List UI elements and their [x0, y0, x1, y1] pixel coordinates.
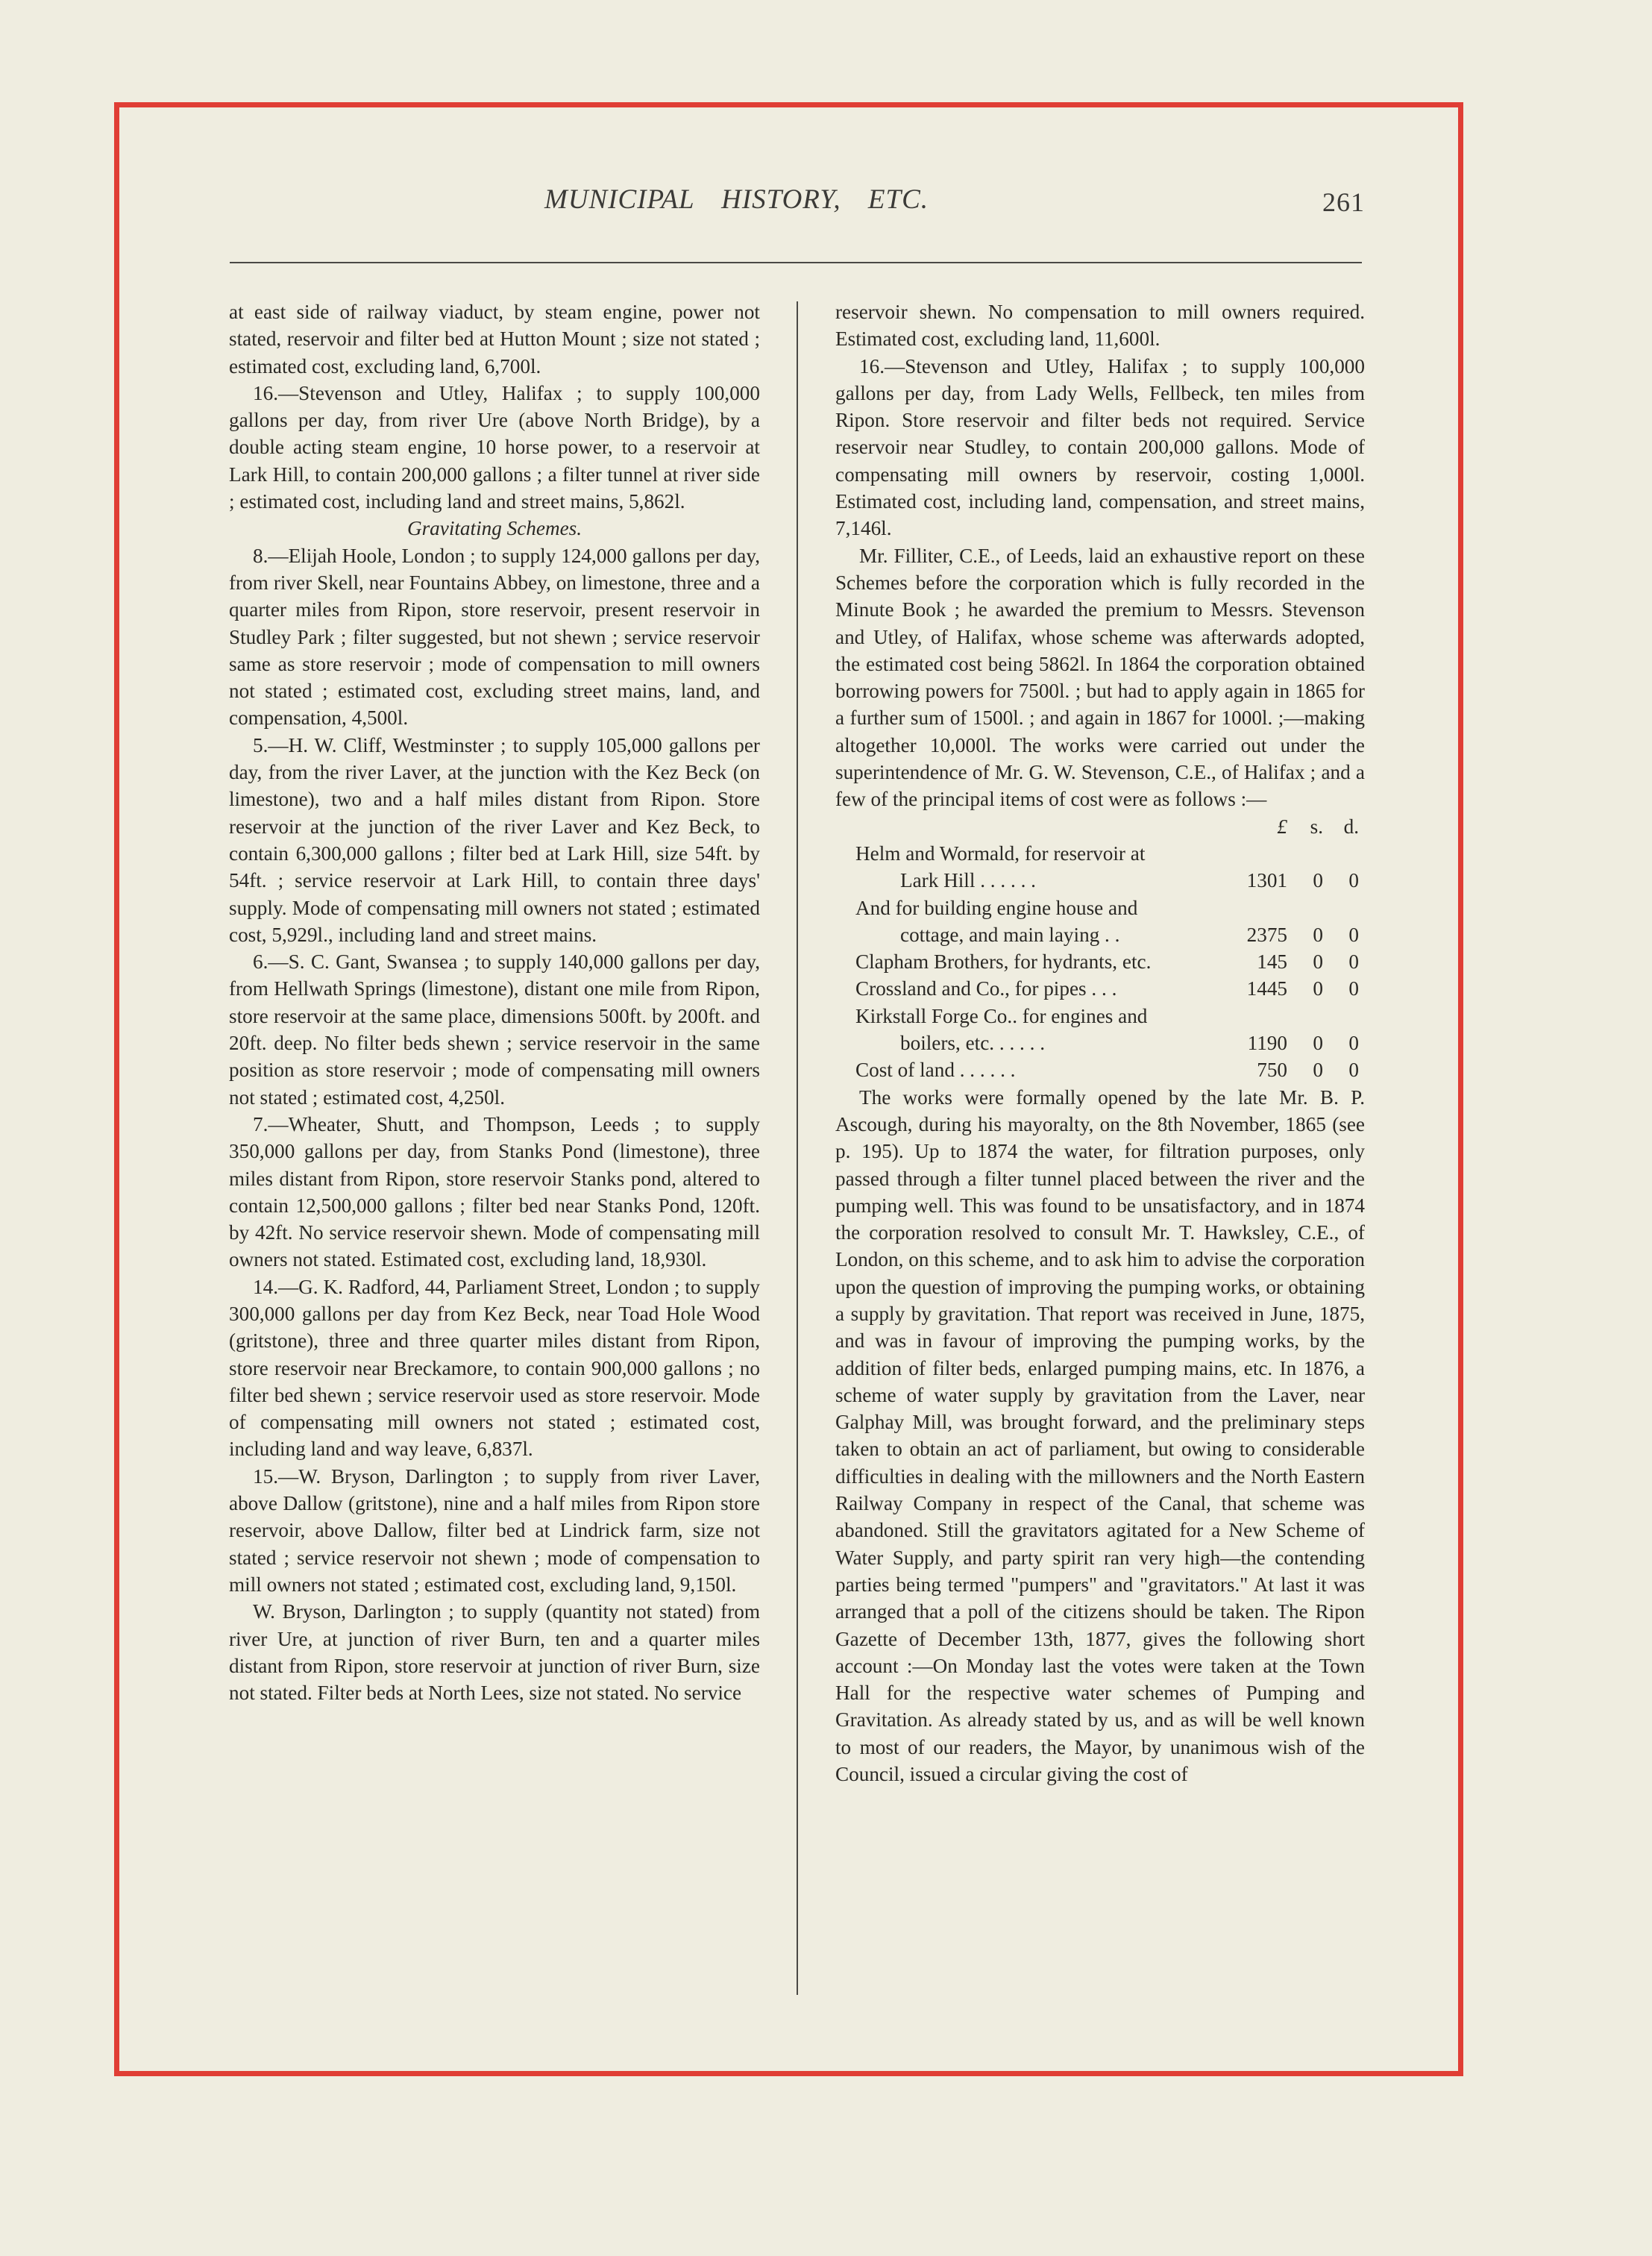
cost-row	[835, 948, 1365, 975]
cost-pence: 0	[1348, 950, 1359, 974]
column-divider	[797, 301, 798, 1995]
cost-row	[835, 840, 1365, 867]
cost-row	[835, 975, 1365, 1002]
cost-pence: 0	[1348, 1032, 1359, 1055]
paragraph: 6.—S. C. Gant, Swansea ; to supply 140,000 gallons per day, from Hellwath Springs (limestone), distant one mile from Ripon, store reservoir at the same place, dimensions 500ft. by 200ft. and 20ft. deep. No filter beds shewn ; service reservoir in the same position as store reservoir ; mode of compensating mill owners not stated ; estimated cost, 4,250l.	[229, 950, 760, 1109]
paragraph: 15.—W. Bryson, Darlington ; to supply from river Laver, above Dallow (gritstone), nine and a half miles from Ripon store reservoir, above Dallow, filter bed at Lindrick farm, size not stated ; service reservoir not shewn ; mode of compensation to mill owners not stated ; estimated cost, excluding land, 9,150l.	[229, 1464, 760, 1596]
paragraph: The works were formally opened by the late Mr. B. P. Ascough, during his mayoralty, on the 8th November, 1865 (see p. 195). Up to 1874 the water, for filtration purposes, only passed through a filter tunnel placed between the river and the pumping well. This was found to be unsatisfactory, and in 1874 the corporation resolved to consult Mr. T. Hawksley, C.E., of London, on this scheme, and to ask him to advise the corporation upon the question of improving the pumping works, or obtaining a supply by gravitation. That report was received in June, 1875, and was in favour of improving the pumping works, by the addition of filter beds, enlarged pumping mains, etc. In 1876, a scheme of water supply by gravitation from the Laver, near Galphay Mill, was brought forward, and the preliminary steps taken to obtain an act of parliament, but owing to considerable difficulties in dealing with the millowners and the North Eastern Railway Company in respect of the Canal, that scheme was abandoned. Still the gravitators agitated for a New Scheme of Water Supply, and party spirit ran very high—the contending parties being termed "pumpers" and "gravitators." At last it was arranged that a poll of the citizens should be taken. The Ripon Gazette of December 13th, 1877, gives the following short account :—On Monday last the votes were taken at the Town Hall for the respective water schemes of Pumping and Gravitation. As already stated by us, and as will be well known to most of our readers, the Mayor, by unanimous wish of the Council, issued a circular giving the cost of	[835, 1085, 1365, 1786]
right-column	[835, 298, 1365, 1787]
cost-row	[835, 921, 1365, 948]
cost-pounds: 750	[1257, 1059, 1287, 1082]
cost-table-header	[835, 813, 1365, 840]
cost-row	[835, 1056, 1365, 1083]
cost-shillings: 0	[1313, 923, 1323, 946]
section-subheading: Gravitating Schemes.	[406, 517, 582, 540]
cost-shillings: 0	[1313, 977, 1323, 1000]
cost-row	[835, 867, 1365, 894]
pounds-header: £	[1277, 815, 1287, 838]
cost-row	[835, 1003, 1365, 1030]
paragraph: 8.—Elijah Hoole, London ; to supply 124,000 gallons per day, from river Skell, near Fountains Abbey, on limestone, three and a quarter miles from Ripon, store reservoir, present reservoir in Studley Park ; filter suggested, but not shewn ; service reservoir same as store reservoir ; mode of compensation to mill owners not stated ; estimated cost, excluding street mains, land, and compensation, 4,500l.	[229, 544, 760, 730]
cost-item: Kirkstall Forge Co.. for engines and	[855, 1004, 1148, 1027]
cost-item: cottage, and main laying . .	[900, 923, 1120, 946]
cost-pounds: 1445	[1246, 977, 1287, 1000]
cost-pounds: 2375	[1246, 923, 1287, 946]
cost-shillings: 0	[1313, 1032, 1323, 1055]
shillings-header: s.	[1310, 815, 1323, 838]
cost-item: Clapham Brothers, for hydrants, etc.	[855, 950, 1152, 974]
pence-header: d.	[1343, 815, 1359, 838]
cost-item: Helm and Wormald, for reservoir at	[855, 842, 1146, 865]
paragraph: reservoir shewn. No compensation to mill owners required. Estimated cost, excluding land, 11,600l.	[835, 301, 1365, 351]
cost-item: Lark Hill . . . . . .	[900, 869, 1036, 892]
running-title: MUNICIPAL HISTORY, ETC.	[544, 184, 929, 215]
paragraph: Mr. Filliter, C.E., of Leeds, laid an exhaustive report on these Schemes before the corporation which is fully recorded in the Minute Book ; he awarded the premium to Messrs. Stevenson and Utley, of Halifax, whose scheme was afterwards adopted, the estimated cost being 5862l. In 1864 the corporation obtained borrowing powers for 7500l. ; but had to apply again in 1865 for a further sum of 1500l. ; and again in 1867 for 1000l. ;—making altogether 10,000l. The works were carried out under the superintendence of Mr. G. W. Stevenson, C.E., of Halifax ; and a few of the principal items of cost were as follows :—	[835, 544, 1365, 811]
cost-row	[835, 894, 1365, 921]
page-number: 261	[1322, 187, 1365, 217]
cost-pence: 0	[1348, 923, 1359, 946]
paragraph: W. Bryson, Darlington ; to supply (quantity not stated) from river Ure, at junction of river Burn, ten and a quarter miles distant from Ripon, store reservoir at junction of river Burn, size not stated. Filter beds at North Lees, size not stated. No service	[229, 1600, 760, 1705]
cost-shillings: 0	[1313, 1059, 1323, 1082]
cost-pounds: 1301	[1246, 869, 1287, 892]
cost-shillings: 0	[1313, 950, 1323, 974]
paragraph: 16.—Stevenson and Utley, Halifax ; to supply 100,000 gallons per day, from river Ure (above North Bridge), by a double acting steam engine, 10 horse power, to a reservoir at Lark Hill, to contain 200,000 gallons ; a filter tunnel at river side ; estimated cost, including land and street mains, 5,862l.	[229, 381, 760, 513]
cost-row	[835, 1030, 1365, 1056]
cost-shillings: 0	[1313, 869, 1323, 892]
cost-pence: 0	[1348, 1059, 1359, 1082]
paragraph: 5.—H. W. Cliff, Westminster ; to supply 105,000 gallons per day, from the river Laver, at the junction with the Kez Beck (on limestone), two and a half miles distant from Ripon. Store reservoir at the junction of the river Laver and Kez Beck, to contain 6,300,000 gallons ; filter bed at Lark Hill, size 54ft. by 54ft. ; service reservoir at Lark Hill, to contain three days' supply. Mode of compensating mill owners not stated ; estimated cost, 5,929l., including land and street mains.	[229, 733, 760, 946]
paragraph: 16.—Stevenson and Utley, Halifax ; to supply 100,000 gallons per day, from Lady Wells, Fellbeck, ten miles from Ripon. Store reservoir and filter beds not required. Service reservoir near Studley, to contain 200,000 gallons. Mode of compensating mill owners by reservoir, costing 1,000l. Estimated cost, including land, compensation, and street mains, 7,146l.	[835, 354, 1365, 540]
cost-pence: 0	[1348, 977, 1359, 1000]
cost-table	[835, 813, 1365, 1084]
cost-item: boilers, etc. . . . . .	[900, 1032, 1046, 1055]
cost-item: Cost of land . . . . . .	[855, 1059, 1016, 1082]
header-rule	[230, 262, 1362, 263]
cost-item: And for building engine house and	[855, 896, 1138, 919]
cost-item: Crossland and Co., for pipes . . .	[855, 977, 1117, 1000]
paragraph: at east side of railway viaduct, by steam engine, power not stated, reservoir and filter bed at Hutton Mount ; size not stated ; estimated cost, excluding land, 6,700l.	[229, 301, 760, 377]
paragraph: 7.—Wheater, Shutt, and Thompson, Leeds ; to supply 350,000 gallons per day, from Stanks Pond (limestone), three miles distant from Ripon, store reservoir Stanks pond, altered to contain 12,500,000 gallons ; filter bed near Stanks Pond, 120ft. by 42ft. No service reservoir shewn. Mode of compensating mill owners not stated. Estimated cost, excluding land, 18,930l.	[229, 1112, 760, 1271]
cost-pounds: 145	[1257, 950, 1287, 974]
cost-pence: 0	[1348, 869, 1359, 892]
left-column	[229, 298, 760, 1706]
cost-pounds: 1190	[1247, 1032, 1287, 1055]
paragraph: 14.—G. K. Radford, 44, Parliament Street, London ; to supply 300,000 gallons per day from Kez Beck, near Toad Hole Wood (gritstone), three and three quarter miles distant from Ripon, store reservoir near Breckamore, to contain 900,000 gallons ; no filter bed shewn ; service reservoir used as store reservoir. Mode of compensating mill owners not stated ; estimated cost, including land and way leave, 6,837l.	[229, 1275, 760, 1461]
